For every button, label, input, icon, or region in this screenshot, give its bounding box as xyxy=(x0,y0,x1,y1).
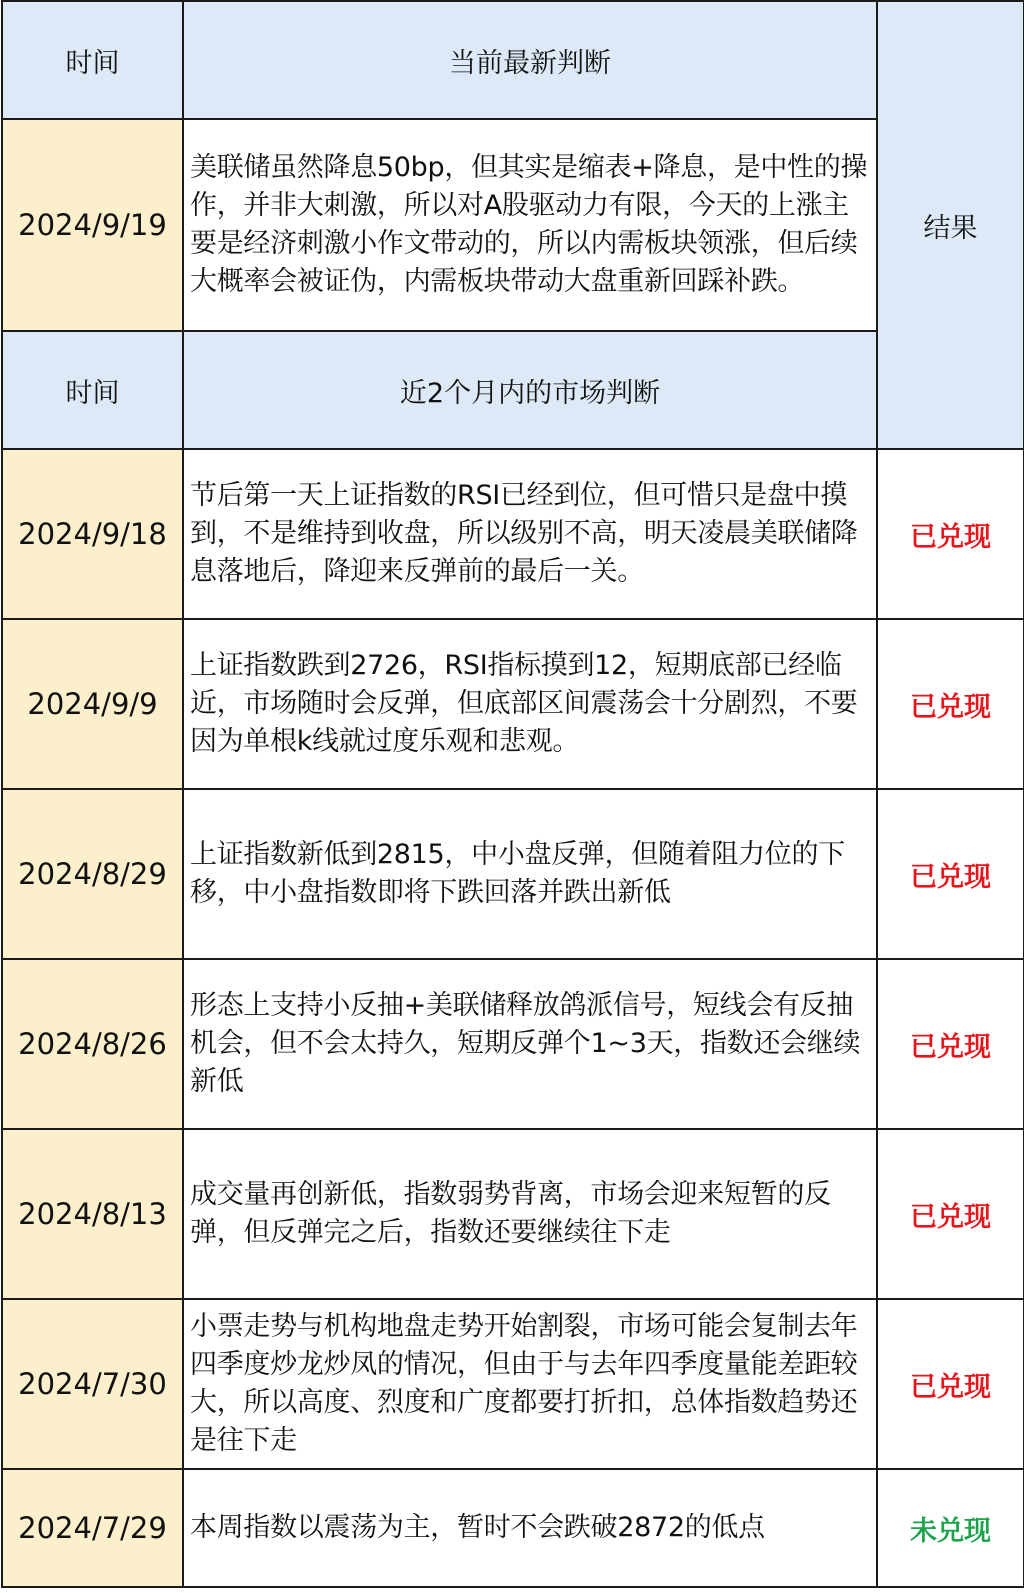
row-result-badge: 已兑现 xyxy=(877,959,1024,1129)
row-result-badge: 未兑现 xyxy=(877,1469,1024,1587)
row-text: 形态上支持小反抽+美联储释放鸽派信号，短线会有反抽机会，但不会太持久，短期反弹个1~3天，指数还会继续新低 xyxy=(183,959,877,1129)
row-date: 2024/8/13 xyxy=(2,1129,183,1299)
row-date: 2024/9/9 xyxy=(2,619,183,789)
header-row-history xyxy=(2,331,1024,449)
table-row xyxy=(2,789,1024,959)
current-date: 2024/9/19 xyxy=(2,119,183,331)
row-result-badge: 已兑现 xyxy=(877,1299,1024,1469)
row-result-badge: 已兑现 xyxy=(877,1129,1024,1299)
row-text: 本周指数以震荡为主，暂时不会跌破2872的低点 xyxy=(183,1469,877,1587)
current-judgment-header: 当前最新判断 xyxy=(183,1,877,119)
row-text: 节后第一天上证指数的RSI已经到位，但可惜只是盘中摸到，不是维持到收盘，所以级别不高，明天凌晨美联储降息落地后，降迎来反弹前的最后一关。 xyxy=(183,449,877,619)
row-result-badge: 已兑现 xyxy=(877,449,1024,619)
table-row xyxy=(2,619,1024,789)
history-judgment-header: 近2个月内的市场判断 xyxy=(183,331,877,449)
time-header-2: 时间 xyxy=(2,331,183,449)
row-date: 2024/7/29 xyxy=(2,1469,183,1587)
time-header: 时间 xyxy=(2,1,183,119)
table-row xyxy=(2,959,1024,1129)
header-row-current xyxy=(2,1,1024,119)
row-date: 2024/8/26 xyxy=(2,959,183,1129)
row-text: 小票走势与机构地盘走势开始割裂，市场可能会复制去年四季度炒龙炒凤的情况，但由于与去年四季度量能差距较大，所以高度、烈度和广度都要打折扣，总体指数趋势还是往下走 xyxy=(183,1299,877,1469)
row-text: 上证指数跌到2726，RSI指标摸到12，短期底部已经临近，市场随时会反弹，但底部区间震荡会十分剧烈，不要因为单根k线就过度乐观和悲观。 xyxy=(183,619,877,789)
row-date: 2024/7/30 xyxy=(2,1299,183,1469)
row-text: 上证指数新低到2815，中小盘反弹，但随着阻力位的下移，中小盘指数即将下跌回落并跌出新低 xyxy=(183,789,877,959)
table-row xyxy=(2,449,1024,619)
result-header: 结果 xyxy=(877,1,1024,449)
row-date: 2024/8/29 xyxy=(2,789,183,959)
row-text: 成交量再创新低，指数弱势背离，市场会迎来短暂的反弹，但反弹完之后，指数还要继续往下走 xyxy=(183,1129,877,1299)
prediction-table xyxy=(1,0,1024,1588)
table-row xyxy=(2,1469,1024,1587)
table-row xyxy=(2,1129,1024,1299)
row-result-badge: 已兑现 xyxy=(877,789,1024,959)
row-date: 2024/9/18 xyxy=(2,449,183,619)
table-row xyxy=(2,1299,1024,1469)
current-judgment-text: 美联储虽然降息50bp，但其实是缩表+降息，是中性的操作，并非大刺激，所以对A股驱动力有限，今天的上涨主要是经济刺激小作文带动的，所以内需板块领涨，但后续大概率会被证伪，内需板块带动大盘重新回踩补跌。 xyxy=(183,119,877,331)
row-result-badge: 已兑现 xyxy=(877,619,1024,789)
current-row xyxy=(2,119,1024,331)
